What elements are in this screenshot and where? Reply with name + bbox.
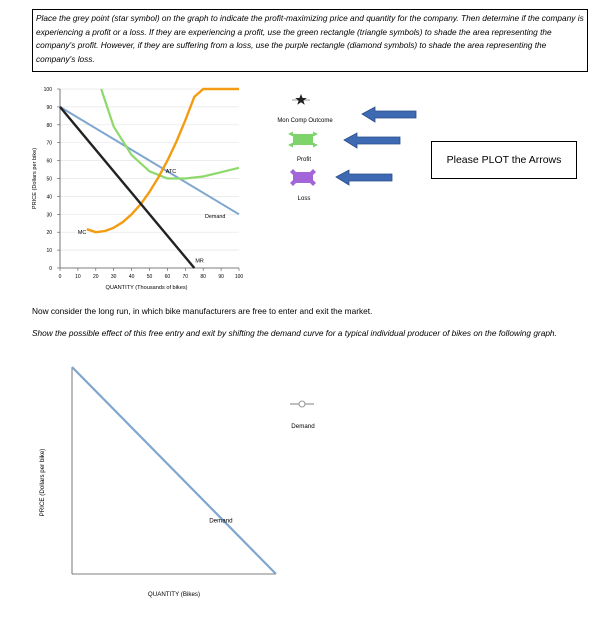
x-axis-label: QUANTITY (Thousands of bikes) <box>105 285 188 291</box>
x-axis-label: QUANTITY (Bikes) <box>147 591 201 598</box>
demand-curve <box>72 367 276 574</box>
mr-label: MR <box>195 258 204 265</box>
demand-label: Demand <box>204 213 226 220</box>
x-tick-label: 30 <box>110 274 117 280</box>
profit-triangle-icon[interactable] <box>288 132 318 148</box>
y-tick-label: 50 <box>46 176 52 183</box>
plot-arrows-text: Please PLOT the Arrows <box>446 154 562 166</box>
loss-diamond-icon[interactable] <box>290 169 316 186</box>
mon-comp-label: Mon Comp Outcome <box>277 118 333 124</box>
x-tick-label: 10 <box>75 274 81 280</box>
x-tick-label: 70 <box>182 274 189 280</box>
y-tick-label: 0 <box>49 266 52 272</box>
mc-label: MC <box>77 229 87 236</box>
atc-curve <box>101 89 239 179</box>
y-tick-label: 40 <box>46 194 52 201</box>
mr-curve <box>60 107 194 268</box>
profit-label: Profit <box>296 157 312 163</box>
y-tick-label: 80 <box>46 122 52 129</box>
y-axis-label: PRICE (Dollars per bike) <box>39 448 46 517</box>
demand-handle-icon[interactable] <box>290 401 314 407</box>
legend-demand-label: Demand <box>291 423 315 430</box>
mon-comp-star-icon[interactable] <box>292 94 310 105</box>
x-tick-label: 0 <box>58 274 62 280</box>
atc-label: ATC <box>165 169 177 176</box>
arrow-left-icon <box>362 107 416 122</box>
demand-label: Demand <box>209 517 233 525</box>
y-tick-label: 70 <box>46 140 52 147</box>
loss-label: Loss <box>297 196 311 202</box>
plot-arrows-note <box>431 141 577 179</box>
y-tick-label: 100 <box>43 87 52 93</box>
x-tick-label: 40 <box>128 274 135 280</box>
y-tick-label: 90 <box>46 104 52 111</box>
x-tick-label: 20 <box>93 274 99 280</box>
x-tick-label: 80 <box>200 274 206 280</box>
arrow-left-icon <box>336 170 392 185</box>
long-run-text: Now consider the long run, in which bike manufacturers are free to enter and exit the market. <box>32 306 373 316</box>
x-tick-label: 50 <box>146 274 153 280</box>
y-axis-label: PRICE (Dollars per bike) <box>32 147 38 210</box>
arrow-left-icon <box>344 133 400 148</box>
y-tick-label: 20 <box>46 230 52 237</box>
x-tick-label: 60 <box>164 274 171 280</box>
x-tick-label: 90 <box>218 274 224 280</box>
instructions-text: Place the grey point (star symbol) on the graph to indicate the profit-maximizing price and quantity for the company. Then determine if the company is experiencing a profit or a loss. If they are experiencing a profit, use the green rectangle (triangle symbols) to shade the area representing the company's profit. However, if they are suffering from a loss, use the purple rectangle (diamond symbols) to shade the area representing the company's loss. <box>36 13 584 65</box>
y-tick-label: 30 <box>46 212 52 219</box>
shift-instruction-text: Show the possible effect of this free entry and exit by shifting the demand curve for a typical individual producer of bikes on the following graph. <box>32 328 557 338</box>
x-tick-label: 100 <box>234 274 244 280</box>
legend-demand <box>280 395 330 435</box>
y-tick-label: 10 <box>46 248 52 255</box>
y-tick-label: 60 <box>46 158 52 165</box>
arrows-group <box>330 100 420 190</box>
